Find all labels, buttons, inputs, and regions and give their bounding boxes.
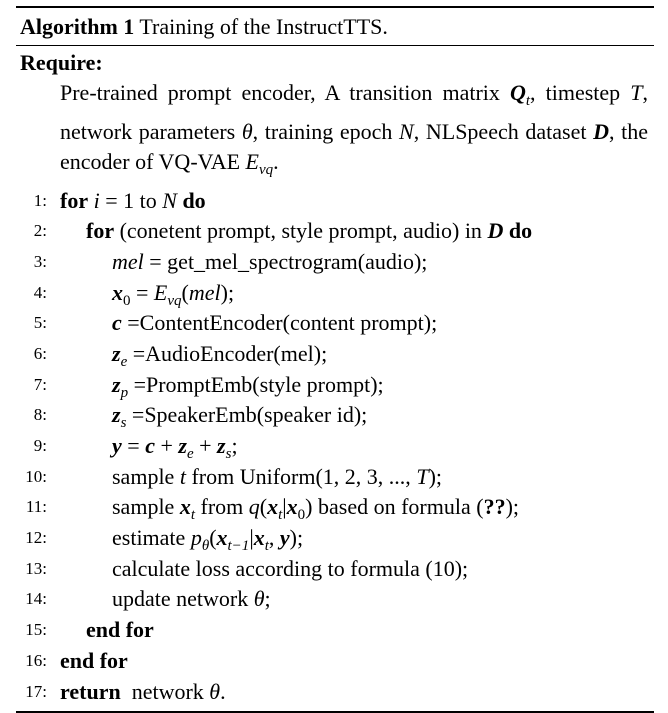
line-code: $z_e$ =AudioEncoder(mel); [112, 340, 328, 370]
algorithm-line [16, 492, 654, 523]
line-code: return network θ. [60, 678, 226, 704]
line-code: c =ContentEncoder(content prompt); [112, 310, 438, 336]
line-code: update network θ; [112, 586, 271, 612]
algorithm-box [16, 6, 654, 713]
line-code: mel = get_mel_spectrogram(audio); [112, 248, 428, 274]
line-code: sample t from Uniform(1, 2, 3, ..., T); [112, 463, 443, 489]
line-number: 7: [33, 374, 47, 394]
algorithm-line [16, 186, 654, 217]
algorithm-line [16, 308, 654, 339]
line-number: 4: [33, 282, 47, 302]
algorithm-line [16, 216, 654, 247]
line-number: 8: [33, 405, 47, 425]
line-number: 13: [25, 558, 47, 578]
algorithm-line [16, 584, 654, 615]
line-code: $y = c + z_e + z_s$; [112, 433, 238, 462]
algorithm-line [16, 431, 654, 462]
require-body: Pre-trained prompt encoder, A transition matrix $Q_t$, timestep T, network parameters θ, training epoch N, NLSpeech dataset D, the encoder of VQ-VAE $E_{vq}$. [60, 80, 648, 178]
algorithm-line [16, 646, 654, 677]
line-code: $x_0 = E_{vq}(mel)$; [112, 279, 235, 309]
line-number: 2: [33, 221, 47, 241]
algorithm-line [16, 400, 654, 431]
line-number: 11: [25, 497, 47, 517]
algorithm-line [16, 278, 654, 309]
algorithm-line [16, 462, 654, 493]
algorithm-title: Training of the InstructTTS. [139, 14, 388, 39]
line-code: estimate $p_\theta(x_{t-1}|x_t$, y); [112, 525, 304, 555]
line-number: 9: [33, 436, 47, 455]
line-number: 16: [25, 650, 47, 670]
line-number: 17: [25, 681, 47, 701]
line-number: 14: [25, 589, 47, 609]
algorithm-line [16, 370, 654, 401]
line-code: for i = 1 to N do [60, 187, 206, 213]
algorithm-lines [16, 186, 654, 712]
line-number: 10: [25, 466, 47, 486]
line-number: 3: [33, 251, 47, 271]
algorithm-line [16, 247, 654, 278]
line-number: 15: [25, 620, 47, 640]
line-number: 12: [25, 528, 47, 548]
line-number: 6: [33, 343, 47, 363]
line-code: $z_p$ =PromptEmb(style prompt); [112, 371, 384, 401]
line-code: end for [60, 647, 128, 673]
line-number: 1: [33, 190, 47, 210]
line-code: end for [86, 617, 154, 643]
line-code: for (conetent prompt, style prompt, audio) in D do [86, 218, 533, 244]
algorithm-line [16, 554, 654, 585]
line-code: sample $x_t$ from $q(x_t|x_0)$ based on formula (??); [112, 494, 520, 524]
line-code: calculate loss according to formula (10); [112, 555, 469, 581]
require-label: Require: [20, 50, 103, 75]
line-code: $z_s$ =SpeakerEmb(speaker id); [112, 402, 368, 432]
algorithm-line [16, 615, 654, 646]
algorithm-line [16, 339, 654, 370]
algorithm-line [16, 523, 654, 554]
algorithm-label: Algorithm 1 [20, 14, 135, 39]
algorithm-caption [16, 8, 654, 46]
line-number: 5: [33, 313, 47, 333]
